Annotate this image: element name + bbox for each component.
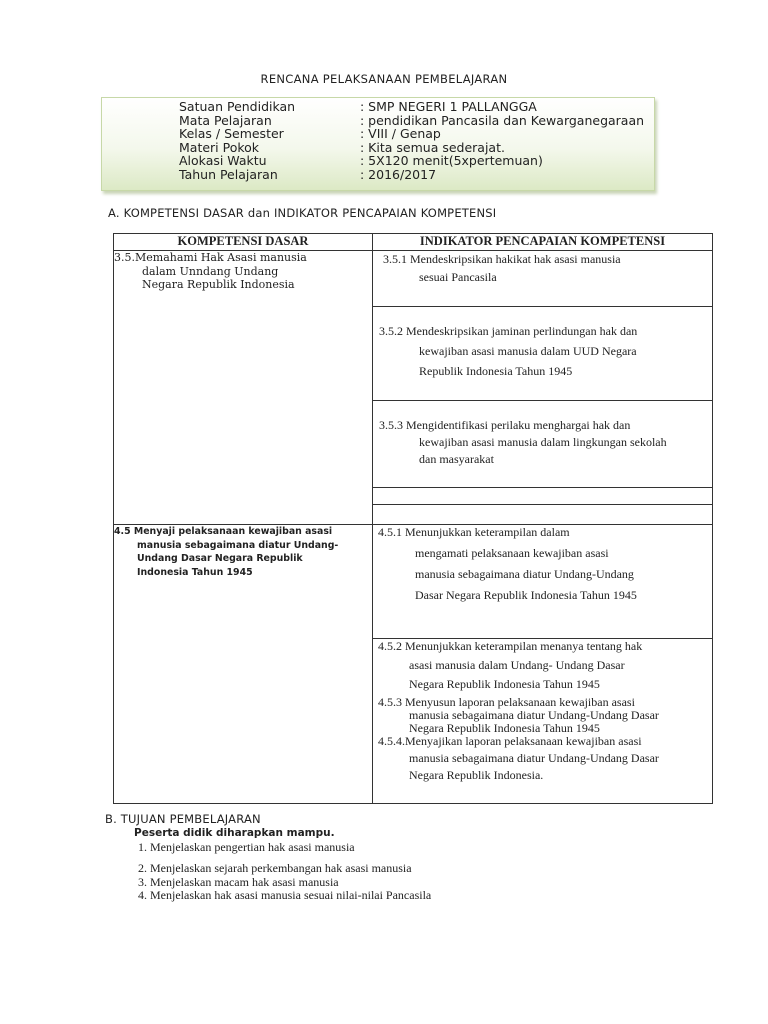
competency-table	[113, 233, 713, 804]
ipk-line: manusia sebagaimana diatur Undang-Undang Dasar	[409, 708, 659, 722]
ipk-line: Negara Republik Indonesia.	[409, 768, 544, 782]
kd-3-5-cell	[114, 251, 373, 525]
ipk-line: 3.5.1 Mendeskripsikan hakikat hak asasi manusia	[383, 252, 621, 266]
ipk-3-5-2-cell	[373, 307, 713, 401]
ipk-4-5-1-cell	[373, 525, 713, 639]
ipk-4-5-2-cell	[373, 639, 713, 804]
identity-value: : 5X120 menit(5xpertemuan)	[360, 153, 543, 169]
list-item: 3. Menjelaskan macam hak asasi manusia	[138, 875, 339, 889]
identity-label: Alokasi Waktu	[179, 153, 267, 169]
kd-4-5-cell	[114, 525, 373, 804]
ipk-line: 4.5.3 Menyusun laporan pelaksanaan kewajiban asasi	[378, 695, 635, 709]
table-header-row	[114, 234, 713, 251]
section-b-intro: Peserta didik diharapkan mampu.	[134, 827, 335, 839]
identity-label: Satuan Pendidikan	[179, 99, 296, 114]
ipk-line: 3.5.2 Mendeskripsikan jaminan perlindungan hak dan	[379, 324, 638, 338]
identity-value: : VIII / Genap	[360, 126, 441, 142]
kd-line: 3.5.Memahami Hak Asasi manusia	[114, 251, 307, 264]
section-a-heading: A. KOMPETENSI DASAR dan INDIKATOR PENCAPAIAN KOMPETENSI	[108, 206, 497, 220]
header-kompetensi-dasar: KOMPETENSI DASAR	[114, 234, 373, 251]
ipk-line: 3.5.3 Mengidentifikasi perilaku menghargai hak dan	[379, 418, 631, 432]
ipk-line: 4.5.2 Menunjukkan keterampilan menanya tentang hak	[378, 639, 643, 653]
list-item: 2. Menjelaskan sejarah perkembangan hak asasi manusia	[138, 861, 412, 875]
kd-line: Undang Dasar Negara Republik	[137, 553, 303, 565]
empty-cell	[373, 505, 713, 525]
kd-line: dalam Unndang Undang	[142, 264, 279, 278]
document-title: RENCANA PELAKSANAAN PEMBELAJARAN	[260, 72, 508, 86]
ipk-line: kewajiban asasi manusia dalam UUD Negara	[419, 344, 637, 358]
header-indikator: INDIKATOR PENCAPAIAN KOMPETENSI	[373, 234, 713, 251]
identity-box	[101, 97, 655, 191]
list-item: 4. Menjelaskan hak asasi manusia sesuai nilai-nilai Pancasila	[138, 888, 432, 902]
identity-value: : 2016/2017	[360, 167, 437, 182]
ipk-line: manusia sebagaimana diatur Undang-Undang	[415, 567, 634, 581]
ipk-line: 4.5.4.Menyajikan laporan pelaksanaan kewajiban asasi	[378, 734, 642, 748]
identity-value: : SMP NEGERI 1 PALLANGGA	[360, 99, 537, 114]
identity-label: Kelas / Semester	[179, 126, 284, 142]
ipk-line: Republik Indonesia Tahun 1945	[419, 364, 573, 378]
empty-cell	[373, 488, 713, 505]
kd-line: Negara Republik Indonesia	[142, 278, 295, 291]
list-item: 1. Menjelaskan pengertian hak asasi manusia	[138, 840, 355, 854]
ipk-line: dan masyarakat	[419, 452, 494, 466]
ipk-3-5-1-cell	[373, 251, 713, 307]
ipk-line: sesuai Pancasila	[419, 270, 497, 284]
table-row	[114, 525, 713, 639]
section-b-heading: B. TUJUAN PEMBELAJARAN	[105, 812, 261, 826]
table-row	[114, 251, 713, 307]
ipk-line: kewajiban asasi manusia dalam lingkungan sekolah	[419, 435, 667, 449]
ipk-line: Dasar Negara Republik Indonesia Tahun 1945	[415, 588, 637, 602]
identity-value: : Kita semua sederajat.	[360, 139, 505, 155]
kd-line: manusia sebagaimana diatur Undang-	[137, 539, 339, 551]
kd-line: Indonesia Tahun 1945	[137, 566, 253, 578]
ipk-line: mengamati pelaksanaan kewajiban asasi	[415, 546, 609, 560]
ipk-line: Negara Republik Indonesia Tahun 1945	[409, 677, 600, 691]
kd-line: 4.5 Menyaji pelaksanaan kewajiban asasi	[114, 526, 333, 537]
ipk-3-5-3-cell	[373, 401, 713, 488]
identity-label: Mata Pelajaran	[179, 112, 272, 128]
ipk-line: manusia sebagaimana diatur Undang-Undang Dasar	[409, 751, 659, 765]
identity-label: Materi Pokok	[179, 139, 260, 155]
ipk-line: 4.5.1 Menunjukkan keterampilan dalam	[378, 525, 570, 539]
identity-label: Tahun Pelajaran	[179, 167, 278, 182]
ipk-line: Negara Republik Indonesia Tahun 1945	[409, 721, 600, 735]
identity-value: : pendidikan Pancasila dan Kewarganegaraan	[360, 112, 645, 128]
ipk-line: asasi manusia dalam Undang- Undang Dasar	[409, 658, 625, 672]
